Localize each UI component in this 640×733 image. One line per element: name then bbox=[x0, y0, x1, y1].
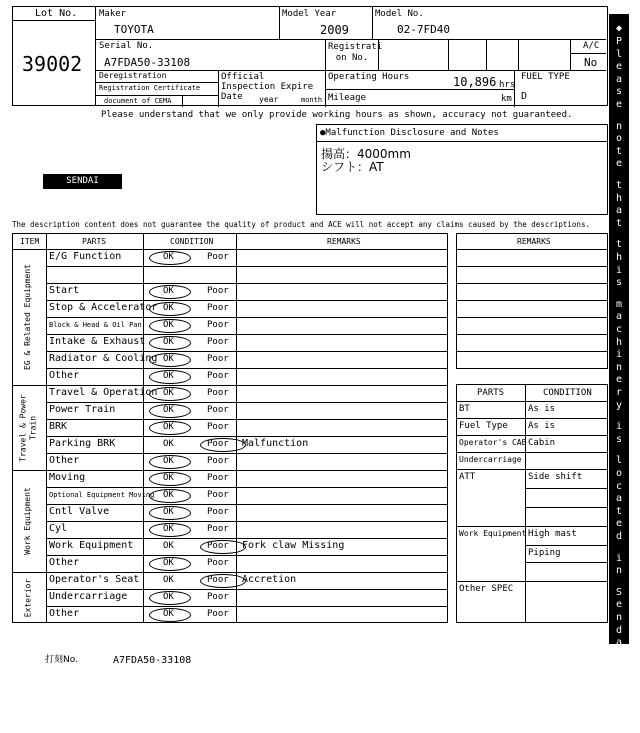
poor-option: Poor bbox=[207, 354, 229, 364]
poor-option: Poor bbox=[207, 303, 229, 313]
side-banner-char: h bbox=[615, 336, 623, 348]
side-banner-char: r bbox=[615, 387, 623, 398]
side-banner-char: s bbox=[615, 86, 623, 98]
header-remarks: REMARKS bbox=[327, 237, 361, 246]
ac-value: No bbox=[584, 56, 598, 69]
serial-value: A7FDA50-33108 bbox=[104, 56, 191, 69]
side-banner-char: i bbox=[615, 552, 623, 564]
right-parts-box bbox=[456, 384, 608, 623]
ok-selected-circle bbox=[149, 472, 191, 486]
malfunction-line-1: 揚高：4000mm bbox=[321, 147, 411, 161]
fuel-type-label: FUEL TYPE bbox=[521, 72, 570, 82]
part-label: Start bbox=[49, 285, 80, 296]
group-label: EG & Related Equipment bbox=[23, 264, 32, 370]
hours-notice: Please understand that we only provide working hours as shown, accuracy not guaranteed. bbox=[101, 110, 573, 120]
lot-box bbox=[12, 6, 96, 106]
group-label: Work Equipment bbox=[23, 487, 32, 555]
side-banner-char: l bbox=[615, 48, 623, 60]
table-row bbox=[46, 402, 447, 419]
ok-option: OK bbox=[163, 456, 174, 466]
part-label: Moving bbox=[49, 472, 86, 483]
right-condition-value: High mast bbox=[528, 529, 577, 539]
header-grid bbox=[96, 6, 608, 106]
poor-option: Poor bbox=[207, 320, 229, 330]
poor-option: Poor bbox=[207, 558, 229, 568]
right-remarks-header: REMARKS bbox=[517, 237, 551, 246]
right-part-label: Undercarriage bbox=[459, 455, 522, 464]
ok-option: OK bbox=[163, 337, 174, 347]
right-condition-value: Cabin bbox=[528, 438, 556, 448]
side-banner-char: e bbox=[615, 518, 623, 530]
ok-selected-circle bbox=[149, 404, 191, 418]
footer-value: A7FDA50-33108 bbox=[113, 655, 192, 666]
inspection-label: Official Inspection Expire Date bbox=[221, 72, 314, 102]
side-banner-char: i bbox=[615, 349, 623, 361]
table-row bbox=[46, 487, 447, 504]
disclaimer: The description content does not guarantee the quality of product and ACE will not accept any claims caused by the descriptions. bbox=[12, 220, 590, 229]
poor-option: Poor bbox=[207, 337, 229, 347]
ok-option: OK bbox=[163, 405, 174, 415]
ok-selected-circle bbox=[149, 557, 191, 571]
side-banner-char: e bbox=[615, 99, 623, 110]
group-label: Exterior bbox=[23, 578, 32, 617]
part-label: Other bbox=[49, 608, 80, 619]
maker-value: TOYOTA bbox=[114, 23, 154, 36]
part-label: Other bbox=[49, 370, 80, 381]
ok-selected-circle bbox=[149, 370, 191, 384]
ok-option: OK bbox=[163, 592, 174, 602]
part-label: Work Equipment bbox=[49, 540, 134, 551]
footer-label: 打刻No. bbox=[45, 655, 78, 665]
ok-option: OK bbox=[163, 473, 174, 483]
ok-selected-circle bbox=[149, 319, 191, 333]
right-part-label: Operator's CAB bbox=[459, 438, 527, 447]
side-banner-char: t bbox=[615, 145, 623, 157]
side-banner-char: o bbox=[615, 468, 623, 479]
ok-option: OK bbox=[163, 303, 174, 313]
side-banner-char: n bbox=[615, 120, 623, 132]
side-banner-char: d bbox=[615, 709, 623, 721]
ok-option: OK bbox=[163, 371, 174, 381]
table-row bbox=[46, 249, 447, 266]
table-row bbox=[46, 504, 447, 521]
right-part-label: Work Equipment bbox=[459, 529, 527, 538]
mileage-label: Mileage bbox=[328, 93, 366, 103]
side-banner-char: Y bbox=[615, 671, 623, 683]
poor-option: Poor bbox=[207, 405, 229, 415]
table-row bbox=[46, 266, 447, 283]
poor-option: Poor bbox=[207, 592, 229, 602]
side-banner-char: S bbox=[615, 586, 623, 598]
side-banner-char: y bbox=[615, 399, 623, 411]
location-badge-text: SENDAI bbox=[66, 176, 99, 186]
ok-selected-circle bbox=[149, 591, 191, 605]
right-condition-value: Piping bbox=[528, 548, 561, 558]
table-row bbox=[46, 385, 447, 402]
table-row bbox=[46, 572, 447, 589]
inspection-table bbox=[12, 233, 448, 623]
side-banner-char: n bbox=[615, 612, 623, 623]
poor-option: Poor bbox=[207, 541, 229, 551]
ok-option: OK bbox=[163, 507, 174, 517]
ac-label: A/C bbox=[583, 41, 600, 51]
remark-text: Accretion bbox=[242, 574, 297, 585]
part-label: Cyl bbox=[49, 523, 68, 534]
poor-option: Poor bbox=[207, 507, 229, 517]
side-banner-char: n bbox=[615, 565, 623, 577]
ok-selected-circle bbox=[149, 251, 191, 265]
side-banner-char: s bbox=[615, 277, 623, 289]
side-banner-char: r bbox=[615, 696, 623, 708]
part-label: Stop & Accelerator bbox=[49, 302, 158, 313]
ok-option: OK bbox=[163, 490, 174, 500]
right-part-label: BT bbox=[459, 404, 470, 414]
side-banner-char: d bbox=[615, 531, 623, 542]
part-label: Other bbox=[49, 455, 80, 466]
part-label: Power Train bbox=[49, 404, 116, 415]
hours-unit: hrs bbox=[499, 80, 516, 90]
poor-option: Poor bbox=[207, 490, 229, 500]
fuel-type-value: D bbox=[521, 91, 528, 102]
ok-option: OK bbox=[163, 609, 174, 619]
ok-selected-circle bbox=[149, 285, 191, 299]
side-banner bbox=[609, 14, 629, 733]
table-row bbox=[46, 538, 447, 555]
poor-option: Poor bbox=[207, 252, 229, 262]
poor-option: Poor bbox=[207, 388, 229, 398]
side-banner-char: i bbox=[615, 264, 623, 276]
table-row bbox=[46, 419, 447, 436]
model-year-value: 2009 bbox=[320, 23, 349, 37]
poor-selected-circle bbox=[200, 540, 246, 554]
side-banner-char: P bbox=[615, 36, 623, 47]
table-row bbox=[46, 436, 447, 453]
ok-selected-circle bbox=[149, 387, 191, 401]
side-banner-char: h bbox=[615, 192, 623, 204]
ok-selected-circle bbox=[149, 523, 191, 537]
table-row bbox=[46, 606, 447, 623]
side-banner-char: c bbox=[615, 480, 623, 492]
right-condition-value: Side shift bbox=[528, 472, 583, 482]
part-label: E/G Function bbox=[49, 251, 122, 262]
poor-option: Poor bbox=[207, 575, 229, 585]
ok-option: OK bbox=[163, 524, 174, 534]
lot-label: Lot No. bbox=[35, 8, 78, 19]
header-condition: CONDITION bbox=[170, 237, 214, 246]
header-parts: PARTS bbox=[82, 237, 107, 246]
side-banner-char: n bbox=[615, 361, 623, 373]
registration-certificate-label: Registration Certificate bbox=[99, 84, 201, 92]
ok-selected-circle bbox=[149, 353, 191, 367]
part-label: Operator's Seat bbox=[49, 574, 140, 585]
table-row bbox=[46, 453, 447, 470]
header-item: ITEM bbox=[20, 237, 40, 246]
side-banner-char: t bbox=[615, 239, 623, 251]
table-row bbox=[46, 521, 447, 538]
part-label: Optional Equipment Moving bbox=[49, 491, 155, 499]
ok-selected-circle bbox=[149, 489, 191, 503]
side-banner-char: t bbox=[615, 505, 623, 517]
table-row bbox=[46, 368, 447, 385]
remark-text: Fork claw Missing bbox=[242, 540, 345, 551]
right-remarks-box bbox=[456, 233, 608, 369]
side-banner-char: i bbox=[615, 421, 623, 433]
side-banner-char: a bbox=[615, 73, 623, 85]
ok-selected-circle bbox=[149, 455, 191, 469]
deregistration-label: Deregistration bbox=[99, 71, 167, 80]
table-row bbox=[46, 351, 447, 368]
ok-option: OK bbox=[163, 558, 174, 568]
right-parts-header: PARTS bbox=[477, 388, 505, 398]
remark-text: Malfunction bbox=[242, 438, 309, 449]
location-badge bbox=[43, 174, 122, 189]
side-banner-char: o bbox=[615, 133, 623, 145]
table-row bbox=[46, 317, 447, 334]
malfunction-box bbox=[316, 124, 608, 215]
part-label: BRK bbox=[49, 421, 68, 432]
cema-document-label: document of CEMA bbox=[104, 97, 172, 105]
ok-selected-circle bbox=[149, 336, 191, 350]
right-condition-value: As is bbox=[528, 421, 556, 431]
ok-selected-circle bbox=[149, 421, 191, 435]
malfunction-line-2: シフト：AT bbox=[321, 160, 384, 174]
ok-option: OK bbox=[163, 422, 174, 432]
side-banner-char: t bbox=[615, 217, 623, 229]
side-banner-char: a bbox=[615, 637, 623, 649]
poor-option: Poor bbox=[207, 286, 229, 296]
ok-option: OK bbox=[163, 388, 174, 398]
poor-option: Poor bbox=[207, 422, 229, 432]
ok-option: OK bbox=[163, 439, 174, 449]
table-row bbox=[46, 589, 447, 606]
ok-selected-circle bbox=[149, 608, 191, 622]
maker-label: Maker bbox=[99, 9, 127, 19]
part-label: Radiator & Cooling bbox=[49, 353, 158, 364]
group-label: Travel & Power Train bbox=[18, 393, 37, 462]
ok-option: OK bbox=[163, 320, 174, 330]
side-banner-char: a bbox=[615, 311, 623, 323]
side-banner-char: a bbox=[615, 684, 623, 695]
ok-option: OK bbox=[163, 252, 174, 262]
side-banner-char: e bbox=[615, 374, 623, 386]
malfunction-title: ●Malfunction Disclosure and Notes bbox=[320, 128, 499, 138]
side-banner-char: d bbox=[615, 624, 623, 636]
poor-option: Poor bbox=[207, 473, 229, 483]
part-label: Intake & Exhaust bbox=[49, 336, 146, 347]
part-label: Parking BRK bbox=[49, 438, 116, 449]
ok-option: OK bbox=[163, 575, 174, 585]
poor-selected-circle bbox=[200, 574, 246, 588]
table-row bbox=[46, 334, 447, 351]
model-no-value: 02-7FD40 bbox=[397, 23, 450, 36]
mileage-unit: km bbox=[501, 94, 512, 104]
right-condition-header: CONDITION bbox=[543, 388, 592, 398]
part-label: Block & Head & Oil Pan bbox=[49, 321, 142, 329]
lot-number: 39002 bbox=[22, 52, 83, 76]
hours-label: Operating Hours bbox=[328, 72, 410, 82]
table-row bbox=[46, 300, 447, 317]
side-banner-char: m bbox=[615, 298, 623, 310]
side-banner-char: e bbox=[615, 158, 623, 170]
right-part-label: Fuel Type bbox=[459, 421, 508, 431]
side-banner-char: ◆ bbox=[615, 23, 623, 34]
table-row bbox=[46, 470, 447, 487]
right-part-label: Other SPEC bbox=[459, 584, 514, 594]
side-banner-char: a bbox=[615, 493, 623, 505]
ok-selected-circle bbox=[149, 506, 191, 520]
right-part-label: ATT bbox=[459, 472, 476, 482]
registration-label: Registrati on No. bbox=[328, 42, 383, 63]
side-banner-char: c bbox=[615, 324, 623, 335]
inspection-month: month bbox=[301, 96, 323, 104]
right-condition-value: As is bbox=[528, 404, 556, 414]
table-row bbox=[46, 555, 447, 572]
side-banner-char: a bbox=[615, 205, 623, 217]
part-label: Other bbox=[49, 557, 80, 568]
model-year-label: Model Year bbox=[282, 9, 337, 19]
part-label: Travel & Operation bbox=[49, 387, 158, 398]
side-banner-char: l bbox=[615, 455, 623, 467]
poor-option: Poor bbox=[207, 371, 229, 381]
poor-option: Poor bbox=[207, 456, 229, 466]
side-banner-char: s bbox=[615, 433, 623, 445]
poor-option: Poor bbox=[207, 609, 229, 619]
part-label: Cntl Valve bbox=[49, 506, 110, 517]
poor-option: Poor bbox=[207, 439, 229, 449]
side-banner-char: ◆ bbox=[615, 721, 623, 733]
side-banner-char: e bbox=[615, 599, 623, 611]
serial-label: Serial No. bbox=[99, 41, 154, 51]
ok-option: OK bbox=[163, 541, 174, 551]
part-label: Undercarriage bbox=[49, 591, 128, 602]
side-banner-char: i bbox=[615, 649, 623, 661]
table-row bbox=[46, 283, 447, 300]
ok-option: OK bbox=[163, 286, 174, 296]
side-banner-char: t bbox=[615, 180, 623, 191]
ok-option: OK bbox=[163, 354, 174, 364]
side-banner-char: e bbox=[615, 61, 623, 73]
model-no-label: Model No. bbox=[375, 9, 424, 19]
poor-option: Poor bbox=[207, 524, 229, 534]
inspection-year: year bbox=[259, 95, 279, 104]
ok-selected-circle bbox=[149, 302, 191, 316]
hours-value: 10,896 bbox=[453, 75, 497, 89]
poor-selected-circle bbox=[200, 438, 246, 452]
side-banner-char: h bbox=[615, 252, 623, 263]
